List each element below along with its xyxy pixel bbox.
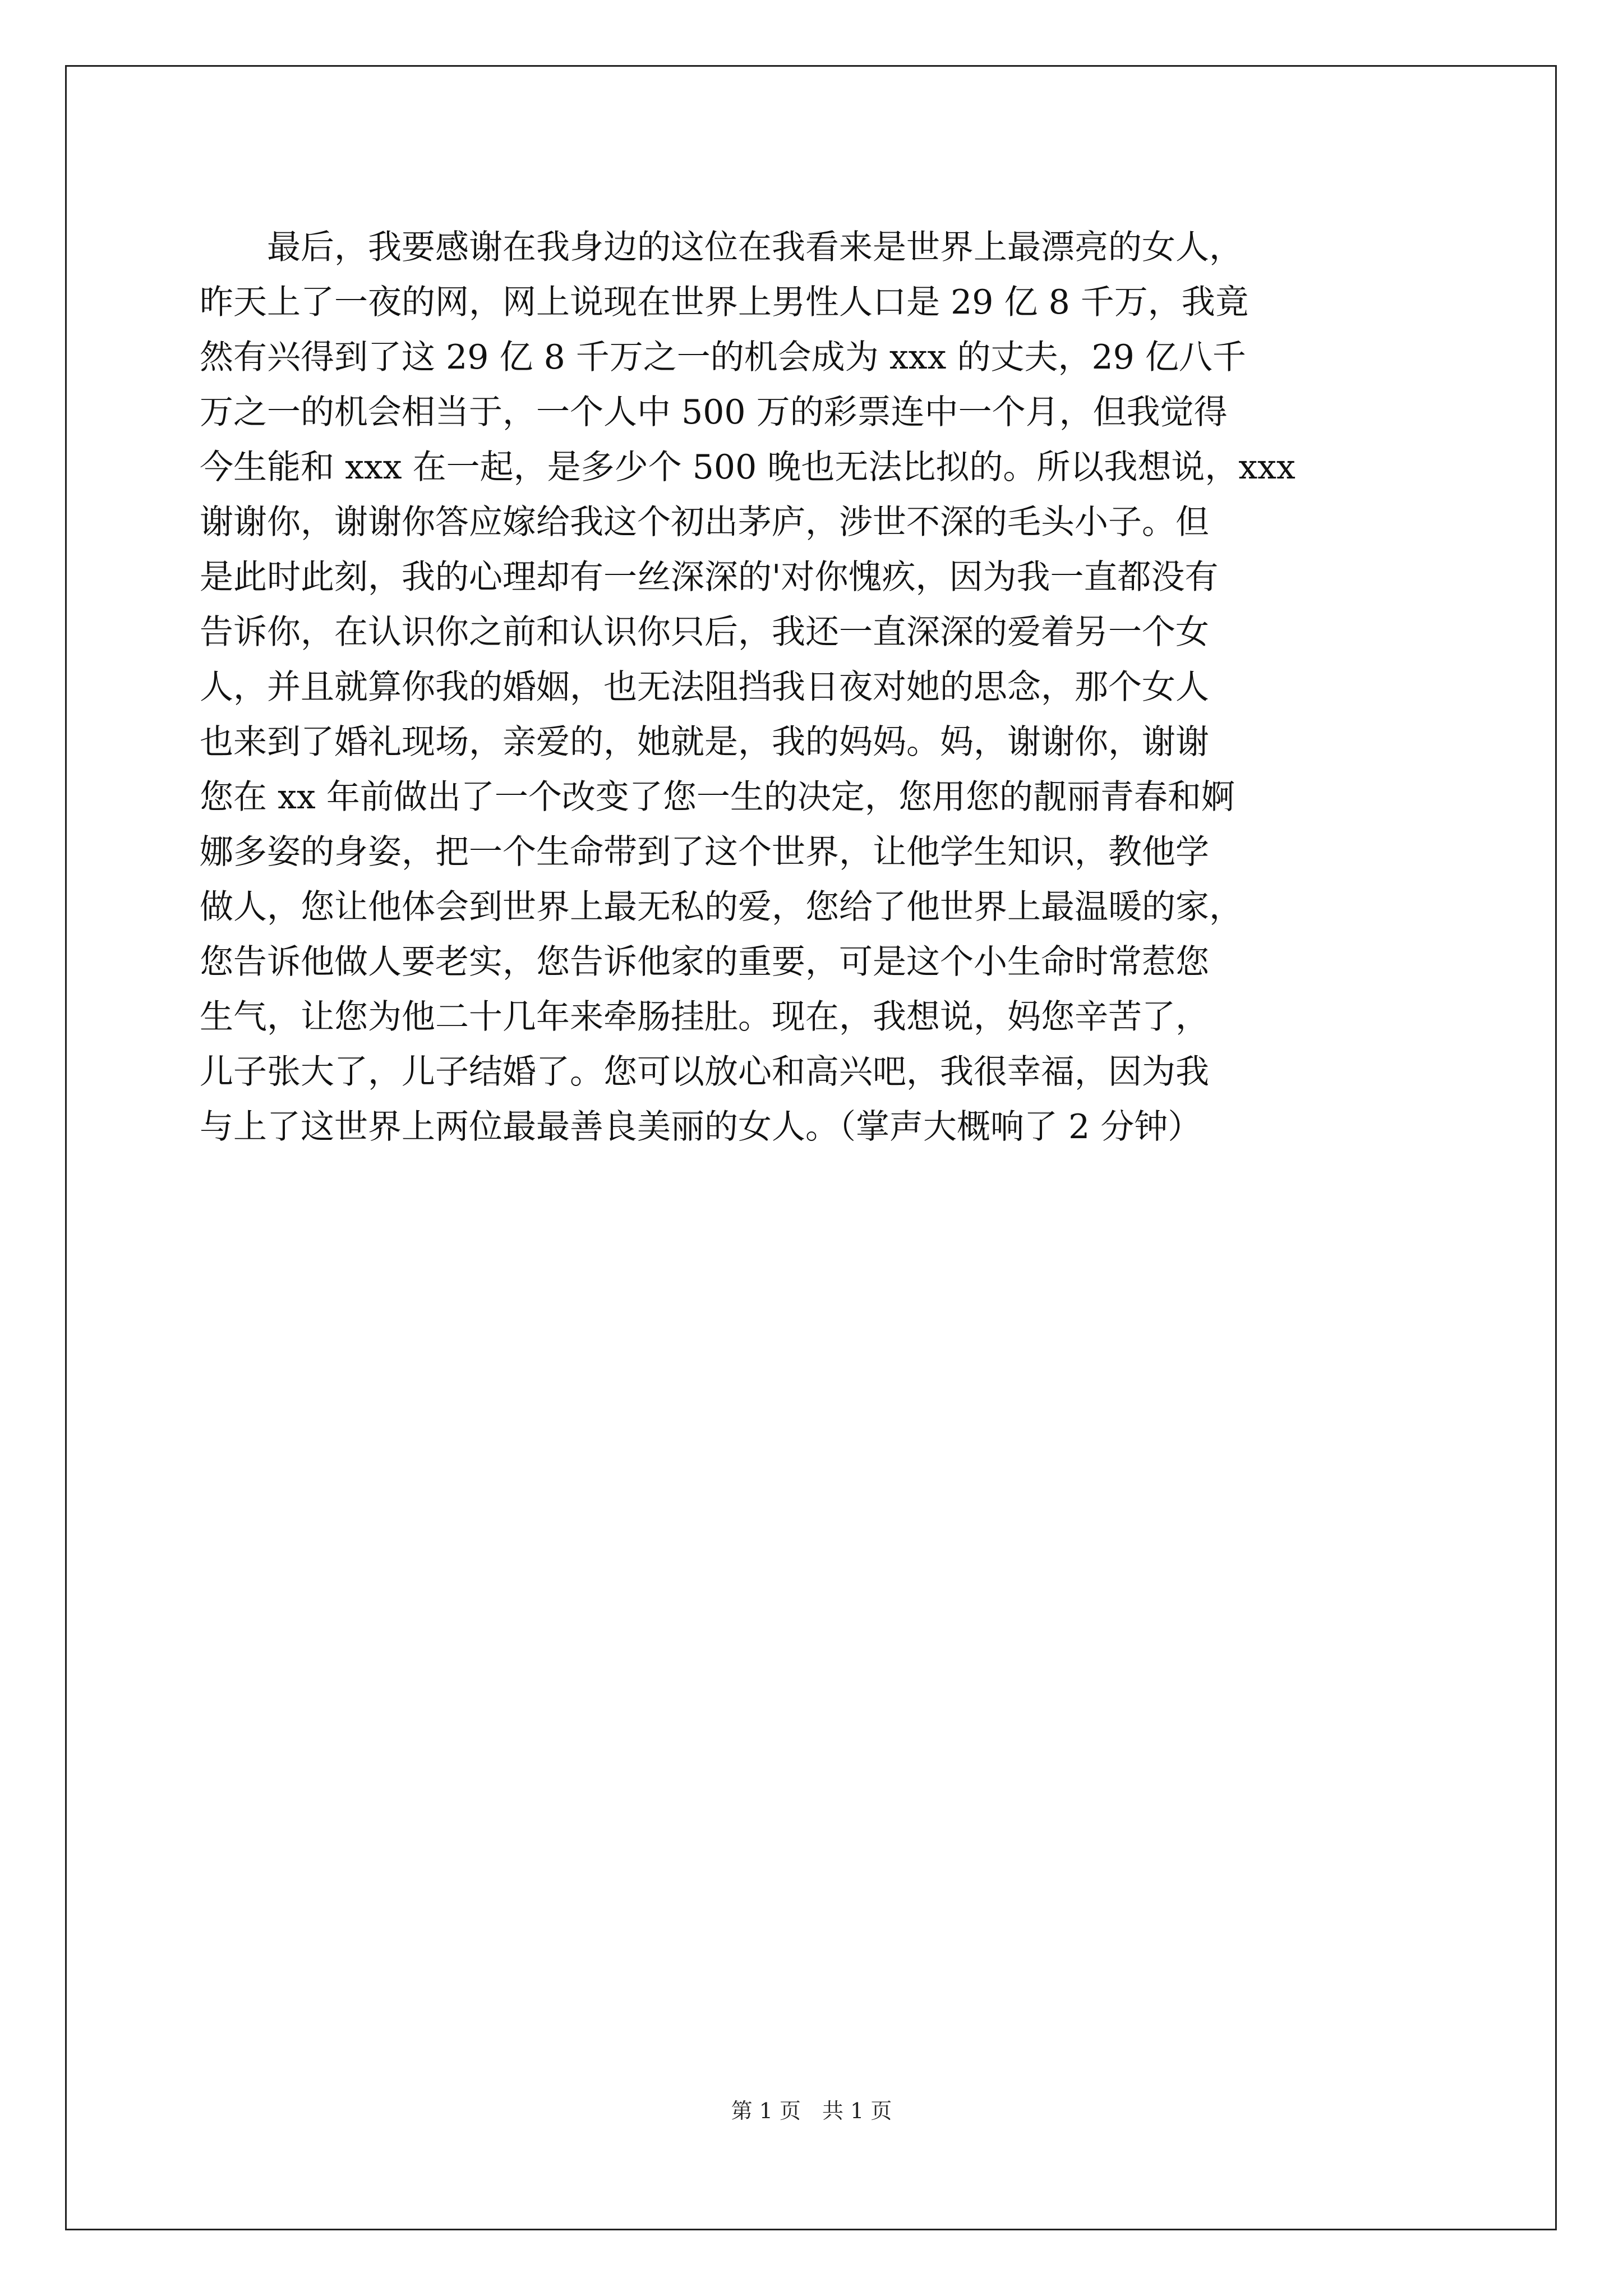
text-line: 生气，让您为他二十几年来牵肠挂肚。现在，我想说，妈您辛苦了， (200, 997, 1209, 1037)
text-line: 告诉你，在认识你之前和认识你只后，我还一直深深的爱着另一个女 (200, 613, 1209, 652)
text-line: 然有兴得到了这 29 亿 8 千万之一的机会成为 xxx 的丈夫，29 亿八千 (200, 338, 1246, 377)
text-line: 您在 xx 年前做出了一个改变了您一生的决定，您用您的靓丽青春和婀 (200, 777, 1235, 817)
text-line: 也来到了婚礼现场，亲爱的，她就是，我的妈妈。妈，谢谢你，谢谢 (200, 723, 1209, 762)
text-line: 昨天上了一夜的网，网上说现在世界上男性人口是 29 亿 8 千万，我竟 (200, 283, 1249, 322)
text-line: 人，并且就算你我的婚姻，也无法阻挡我日夜对她的思念，那个女人 (200, 668, 1209, 707)
text-line: 儿子张大了，儿子结婚了。您可以放心和高兴吧，我很幸福，因为我 (200, 1052, 1209, 1092)
text-line: 与上了这世界上两位最最善良美丽的女人。（掌声大概响了 2 分钟） (200, 1107, 1202, 1147)
page-footer: 第 1 页 共 1 页 (731, 2099, 892, 2123)
text-line: 是此时此刻，我的心理却有一丝深深的'对你愧疚，因为我一直都没有 (200, 558, 1219, 597)
text-line: 最后，我要感谢在我身边的这位在我看来是世界上最漂亮的女人， (200, 228, 1243, 267)
text-line: 娜多姿的身姿，把一个生命带到了这个世界，让他学生知识，教他学 (200, 832, 1209, 872)
document-body (200, 220, 1433, 1154)
text-line: 今生能和 xxx 在一起，是多少个 500 晚也无法比拟的。所以我想说，xxx (200, 448, 1295, 487)
text-line: 万之一的机会相当于，一个人中 500 万的彩票连中一个月，但我觉得 (200, 393, 1228, 432)
text-line: 做人，您让他体会到世界上最无私的爱，您给了他世界上最温暖的家， (200, 887, 1243, 927)
text-line: 您告诉他做人要老实，您告诉他家的重要，可是这个小生命时常惹您 (200, 942, 1209, 982)
text-line: 谢谢你，谢谢你答应嫁给我这个初出茅庐，涉世不深的毛头小子。但 (200, 503, 1209, 542)
